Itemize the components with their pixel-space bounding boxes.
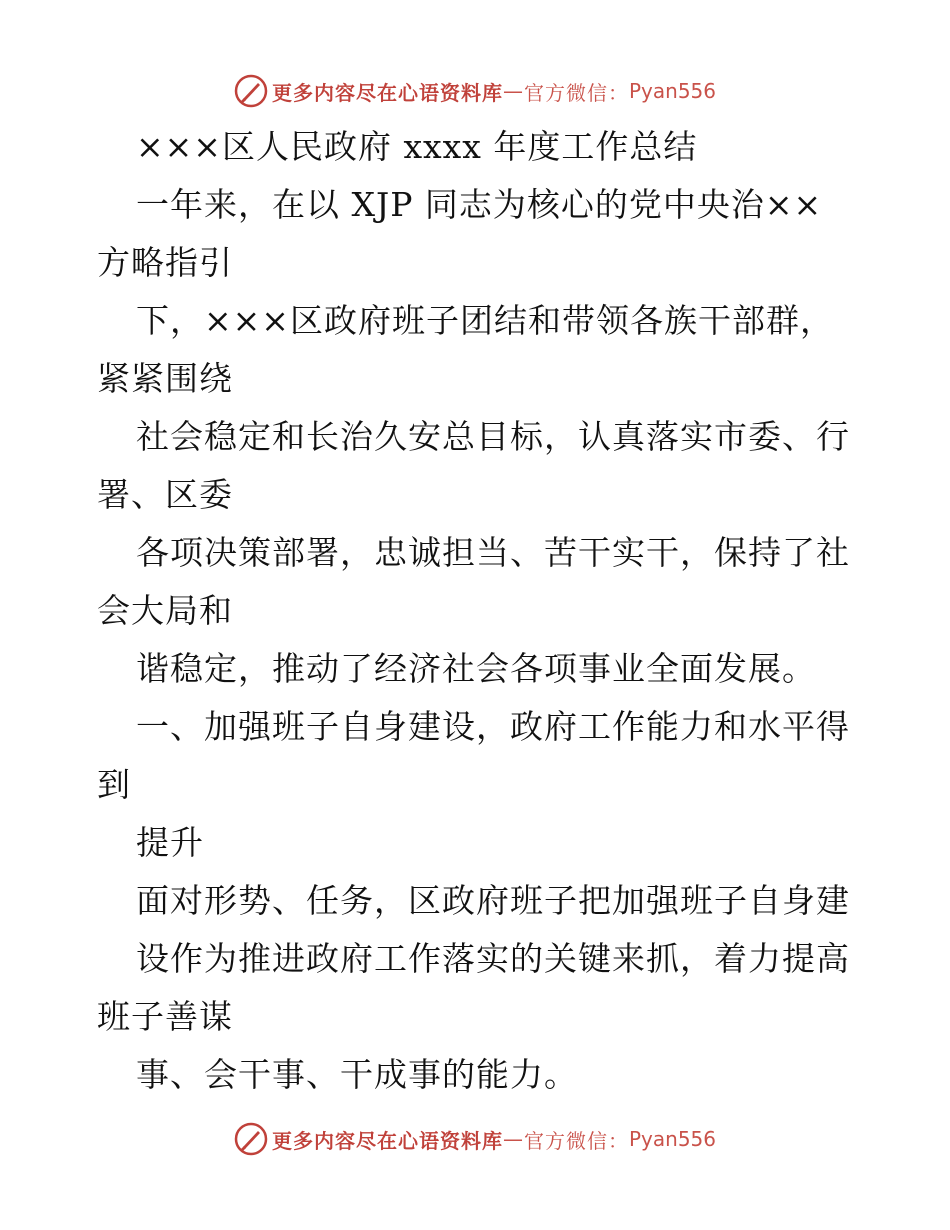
text-line: 谐稳定，推动了经济社会各项事业全面发展。	[136, 649, 816, 688]
text-line: 社会稳定和长治久安总目标，认真落实市委、行	[136, 417, 850, 456]
text-line: 班子善谋	[97, 997, 233, 1036]
watermark-separator: —	[502, 79, 524, 103]
watermark-wechat-label: 官方微信：	[523, 80, 629, 105]
text-line: 设作为推进政府工作落实的关键来抓，着力提高	[136, 939, 850, 978]
watermark-wechat-id: Pyan556	[628, 79, 716, 103]
watermark-header	[0, 71, 950, 111]
text-line: 紧紧围绕	[97, 359, 233, 398]
text-line: 一年来，在以 XJP 同志为核心的党中央治××	[136, 185, 823, 224]
text-line: 会大局和	[97, 591, 233, 630]
text-line: 署、区委	[97, 475, 233, 514]
watermark-footer	[0, 1119, 950, 1159]
text-line: 各项决策部署，忠诚担当、苦干实干，保持了社	[136, 533, 850, 572]
quill-seal-icon	[234, 1122, 268, 1156]
text-line: 事、会干事、干成事的能力。	[136, 1055, 578, 1094]
watermark-brand: 更多内容尽在心语资料库	[271, 1128, 503, 1153]
text-line: 面对形势、任务，区政府班子把加强班子自身建	[136, 881, 850, 920]
section-heading-cont: 到	[97, 765, 131, 804]
document-title: ×××区人民政府 xxxx 年度工作总结	[136, 127, 698, 166]
section-heading: 一、加强班子自身建设，政府工作能力和水平得	[136, 707, 850, 746]
watermark-separator: —	[502, 1127, 524, 1151]
text-line: 方略指引	[97, 243, 233, 282]
section-heading-cont: 提升	[136, 823, 204, 862]
watermark-wechat-label: 官方微信：	[523, 1128, 629, 1153]
text-line: 下，×××区政府班子团结和带领各族干部群，	[136, 301, 834, 340]
watermark-brand: 更多内容尽在心语资料库	[271, 80, 503, 105]
quill-seal-icon	[234, 74, 268, 108]
watermark-wechat-id: Pyan556	[628, 1127, 716, 1151]
